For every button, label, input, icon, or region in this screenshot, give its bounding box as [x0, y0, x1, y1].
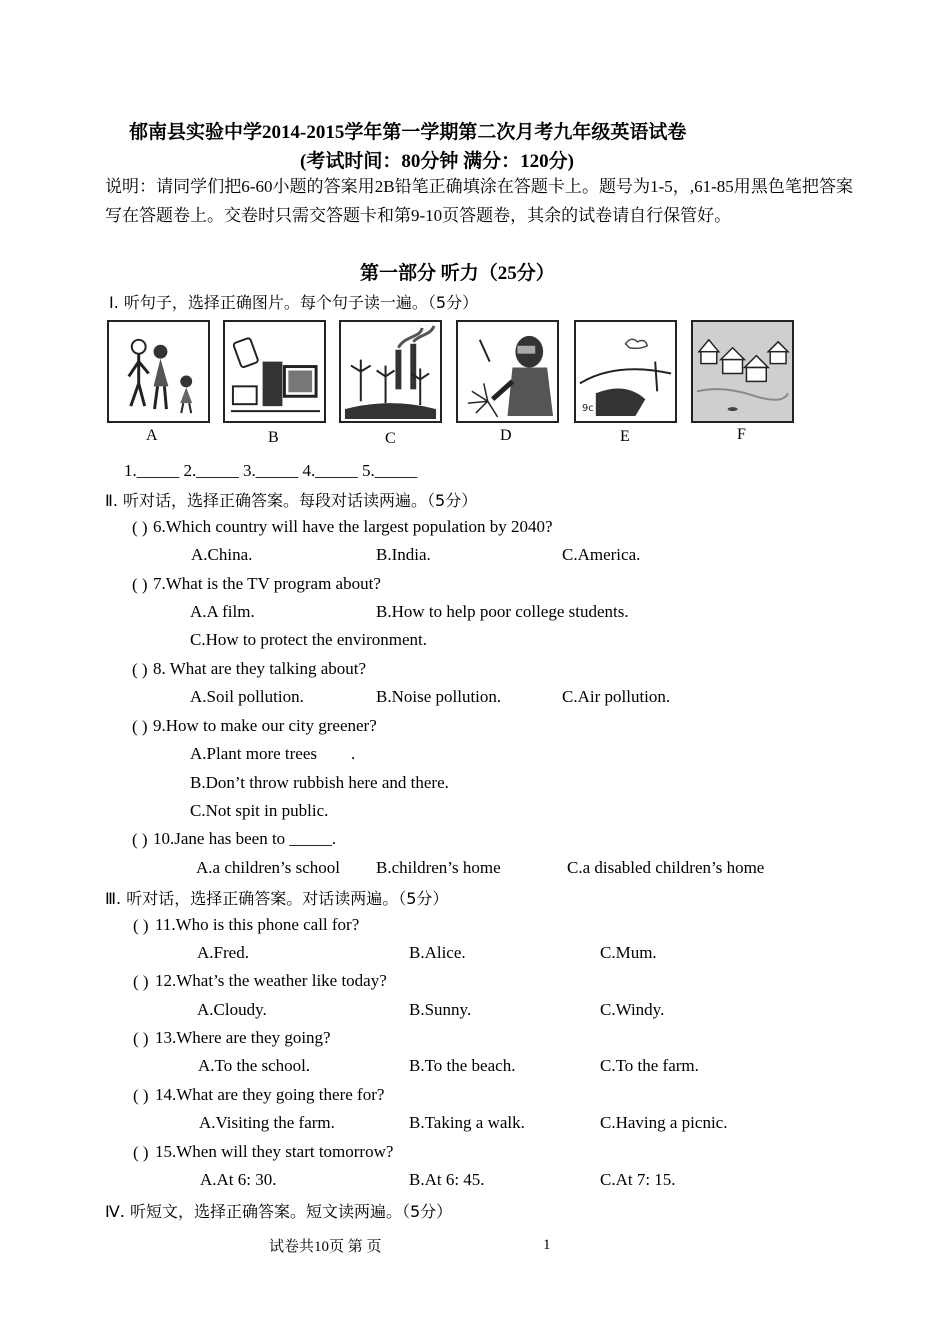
option-11a: A.Fred.: [197, 943, 249, 962]
answer-paren: ( ): [133, 1143, 149, 1162]
option-10a: A.a children’s school: [196, 858, 340, 877]
option-12c: C.Windy.: [600, 1000, 665, 1019]
option-15a: A.At 6: 30.: [200, 1170, 277, 1189]
option-7a: A.A film.: [190, 602, 255, 621]
option-9b: B.Don’t throw rubbish here and there.: [190, 773, 449, 792]
section4-heading: Ⅳ. 听短文，选择正确答案。短文读两遍。（5分）: [105, 1202, 453, 1221]
answer-paren: ( ): [132, 830, 148, 849]
family-icon: [109, 322, 208, 421]
answer-paren: ( ): [132, 717, 148, 736]
picture-e: [574, 320, 677, 423]
option-8a: A.Soil pollution.: [190, 687, 304, 706]
question-14: 14.What are they going there for?: [155, 1085, 385, 1104]
picture-label-c: C: [385, 430, 396, 447]
question-6: 6.Which country will have the largest population by 2040?: [153, 517, 553, 536]
option-15c: C.At 7: 15.: [600, 1170, 676, 1189]
picture-label-a: A: [146, 427, 158, 444]
picture-label-e: E: [620, 428, 630, 445]
option-13b: B.To the beach.: [409, 1056, 516, 1075]
picture-label-b: B: [268, 429, 279, 446]
question-15: 15.When will they start tomorrow?: [155, 1142, 394, 1161]
question-12: 12.What’s the weather like today?: [155, 971, 387, 990]
question-9: 9.How to make our city greener?: [153, 716, 377, 735]
option-7c: C.How to protect the environment.: [190, 630, 428, 649]
answer-paren: ( ): [133, 972, 149, 991]
flooded-houses-icon: [693, 322, 792, 421]
option-8b: B.Noise pollution.: [376, 687, 502, 706]
picture-a: [107, 320, 210, 423]
section3-heading: Ⅲ. 听对话，选择正确答案。对话读两遍。（5分）: [105, 889, 449, 908]
question-11: 11.Who is this phone call for?: [155, 915, 360, 934]
section1-heading: Ⅰ. 听句子，选择正确图片。每个句子读一遍。（5分）: [109, 293, 479, 312]
option-14c: C.Having a picnic.: [600, 1113, 728, 1132]
option-13c: C.To the farm.: [600, 1056, 699, 1075]
picture-b: [223, 320, 326, 423]
option-10c: C.a disabled children’s home: [567, 858, 765, 877]
section2-heading: Ⅱ. 听对话，选择正确答案。每段对话读两遍。（5分）: [105, 491, 478, 510]
exam-title: 郁南县实验中学2014-2015学年第一学期第二次月考九年级英语试卷: [129, 122, 687, 143]
question-7: 7.What is the TV program about?: [153, 574, 381, 593]
answer-paren: ( ): [133, 916, 149, 935]
picture-c: [339, 320, 442, 423]
option-9a: A.Plant more trees .: [190, 744, 356, 763]
cliff-icon: [576, 322, 675, 421]
option-9c: C.Not spit in public.: [190, 801, 329, 820]
option-11b: B.Alice.: [409, 943, 466, 962]
page-number: 1: [543, 1237, 551, 1253]
option-8c: C.Air pollution.: [562, 687, 671, 706]
option-6c: C.America.: [562, 545, 641, 564]
option-12b: B.Sunny.: [409, 1000, 472, 1019]
option-6a: A.China.: [191, 545, 253, 564]
svg-text:9c: 9c: [581, 403, 594, 415]
option-11c: C.Mum.: [600, 943, 657, 962]
option-14a: A.Visiting the farm.: [199, 1113, 335, 1132]
answer-paren: ( ): [133, 1086, 149, 1105]
picture-f: [691, 320, 794, 423]
answer-blanks: 1._____ 2._____ 3._____ 4._____ 5._____: [124, 461, 418, 480]
picture-d: [456, 320, 559, 423]
exam-subtitle: (考试时间：80分钟 满分：120分): [300, 151, 574, 172]
question-13: 13.Where are they going?: [155, 1028, 331, 1047]
option-13a: A.To the school.: [198, 1056, 311, 1075]
option-10b: B.children’s home: [376, 858, 501, 877]
answer-paren: ( ): [132, 518, 148, 537]
welder-icon: [458, 322, 557, 421]
option-6b: B.India.: [376, 545, 431, 564]
instructions: 说明：请同学们把6-60小题的答案用2B铅笔正确填涂在答题卡上。题号为1-5，,61-85用黑色笔把答案写在答题卷上。交卷时只需交答题卡和第9-10页答题卷，其余的试卷请自行保管好。: [105, 177, 853, 225]
factory-icon: [341, 322, 440, 421]
answer-paren: ( ): [132, 575, 148, 594]
question-10: 10.Jane has been to _____.: [153, 829, 337, 848]
option-14b: B.Taking a walk.: [409, 1113, 525, 1132]
part1-title: 第一部分 听力（25分）: [360, 263, 555, 284]
option-15b: B.At 6: 45.: [409, 1170, 485, 1189]
picture-label-f: F: [737, 426, 746, 443]
option-7b: B.How to help poor college students.: [376, 602, 629, 621]
electronics-icon: [225, 322, 324, 421]
answer-paren: ( ): [132, 660, 148, 679]
option-12a: A.Cloudy.: [197, 1000, 267, 1019]
question-8: 8. What are they talking about?: [153, 659, 367, 678]
answer-paren: ( ): [133, 1029, 149, 1048]
footer-pages: 试卷共10页 第 页: [269, 1239, 382, 1255]
picture-label-d: D: [500, 427, 512, 444]
